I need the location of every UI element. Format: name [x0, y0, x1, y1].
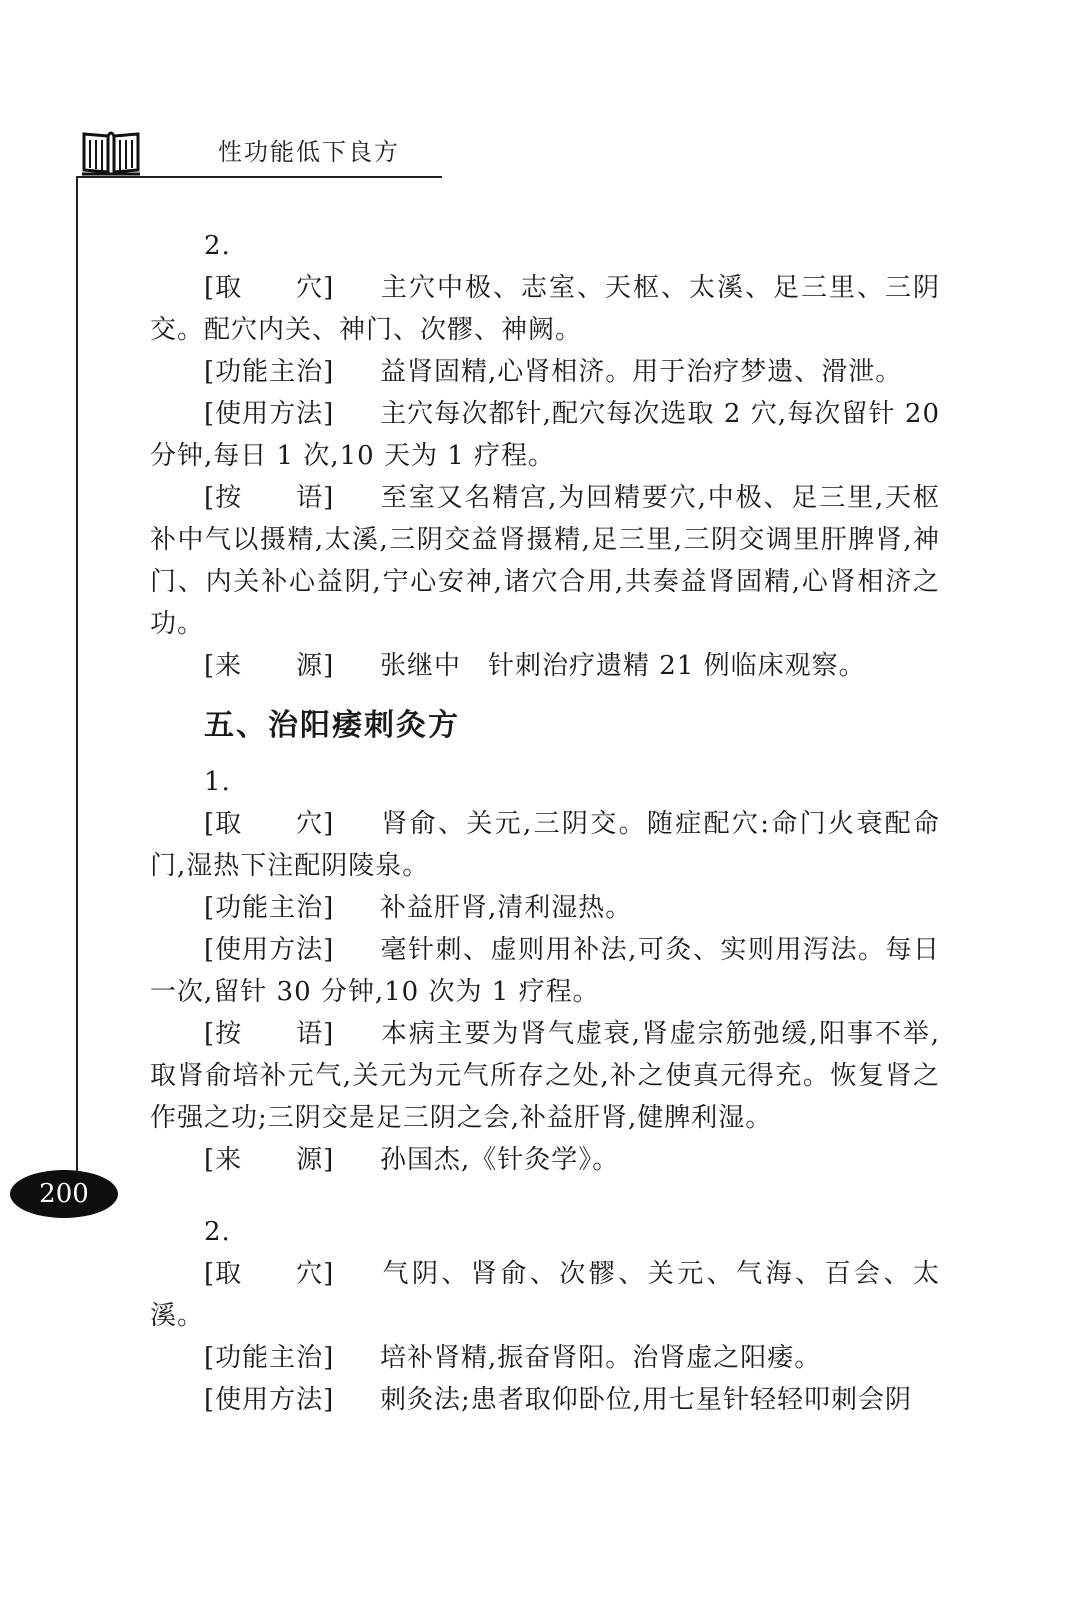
- entry-label: [功能主治]: [204, 1343, 335, 1373]
- entry-text: 至室又名精宫,为回精要穴,中极、足三里,天枢补中气以摄精,太溪,三阴交益肾摄精,足三里,三阴交调里肝脾肾,神门、内关补心益阴,宁心安神,诸穴合用,共奏益肾固精,心肾相济之功。: [150, 483, 940, 639]
- entry-text: 本病主要为肾气虚衰,肾虚宗筋弛缓,阳事不举,取肾俞培补元气,关元为元气所存之处,补之使真元得充。恢复肾之作强之功;三阴交是足三阴之会,补益肝肾,健脾利湿。: [150, 1019, 940, 1133]
- entry-text: 益肾固精,心肾相济。用于治疗梦遗、滑泄。: [380, 357, 903, 387]
- entry-source: [150, 645, 940, 687]
- entry-label: [取 穴]: [204, 1259, 335, 1289]
- book-icon: [80, 126, 142, 176]
- entry-text: 刺灸法;患者取仰卧位,用七星针轻轻叩刺会阴: [380, 1385, 913, 1415]
- entry-label: [来 源]: [204, 1145, 335, 1175]
- header-rule: [76, 176, 442, 178]
- entry-function: [150, 1337, 940, 1379]
- entry-note: [150, 477, 940, 645]
- entry-label: [使用方法]: [204, 1385, 335, 1415]
- entry-source: [150, 1139, 940, 1181]
- entry-text: 毫针刺、虚则用补法,可灸、实则用泻法。每日一次,留针 30 分钟,10 次为 1 疗程。: [150, 935, 940, 1007]
- entry-label: [来 源]: [204, 651, 335, 681]
- entry-label: [功能主治]: [204, 893, 335, 923]
- entry-text: 主穴每次都针,配穴每次选取 2 穴,每次留针 20 分钟,每日 1 次,10 天为 1 疗程。: [150, 399, 940, 471]
- entry-acupoints: [150, 1253, 940, 1337]
- entry-text: 补益肝肾,清利湿热。: [380, 893, 633, 923]
- entry-text: 孙国杰,《针灸学》。: [380, 1145, 620, 1175]
- entry-text: 主穴中极、志室、天枢、太溪、足三里、三阴交。配穴内关、神门、次髎、神阙。: [150, 273, 940, 345]
- entry-usage: [150, 929, 940, 1013]
- entry-acupoints: [150, 267, 940, 351]
- page-number: 200: [10, 1170, 118, 1218]
- margin-rule: [76, 176, 78, 1186]
- entry-text: 气阴、肾俞、次髎、关元、气海、百会、太溪。: [150, 1259, 940, 1331]
- entry-label: [取 穴]: [204, 809, 335, 839]
- entry-usage: [150, 1379, 940, 1421]
- section-heading: 五、治阳痿刺灸方: [204, 708, 460, 743]
- entry-note: [150, 1013, 940, 1139]
- entry-label: [取 穴]: [204, 273, 335, 303]
- entry-label: [使用方法]: [204, 399, 335, 429]
- entry-acupoints: [150, 803, 940, 887]
- entry-label: [功能主治]: [204, 357, 335, 387]
- entry-function: [150, 351, 940, 393]
- entry-text: 培补肾精,振奋肾阳。治肾虚之阳痿。: [380, 1343, 822, 1373]
- entry-label: [按 语]: [204, 1019, 335, 1049]
- item-number: 1.: [204, 767, 231, 797]
- entry-usage: [150, 393, 940, 477]
- item-number: 2.: [204, 231, 231, 261]
- entry-label: [按 语]: [204, 483, 335, 513]
- spacer: [150, 1181, 940, 1211]
- entry-text: 肾俞、关元,三阴交。随症配穴:命门火衰配命门,湿热下注配阴陵泉。: [150, 809, 940, 881]
- running-head-title: 性功能低下良方: [218, 138, 400, 166]
- entry-text: 张继中 针刺治疗遗精 21 例临床观察。: [380, 651, 866, 681]
- body-text: [150, 225, 940, 1421]
- entry-label: [使用方法]: [204, 935, 335, 965]
- entry-function: [150, 887, 940, 929]
- item-number: 2.: [204, 1217, 231, 1247]
